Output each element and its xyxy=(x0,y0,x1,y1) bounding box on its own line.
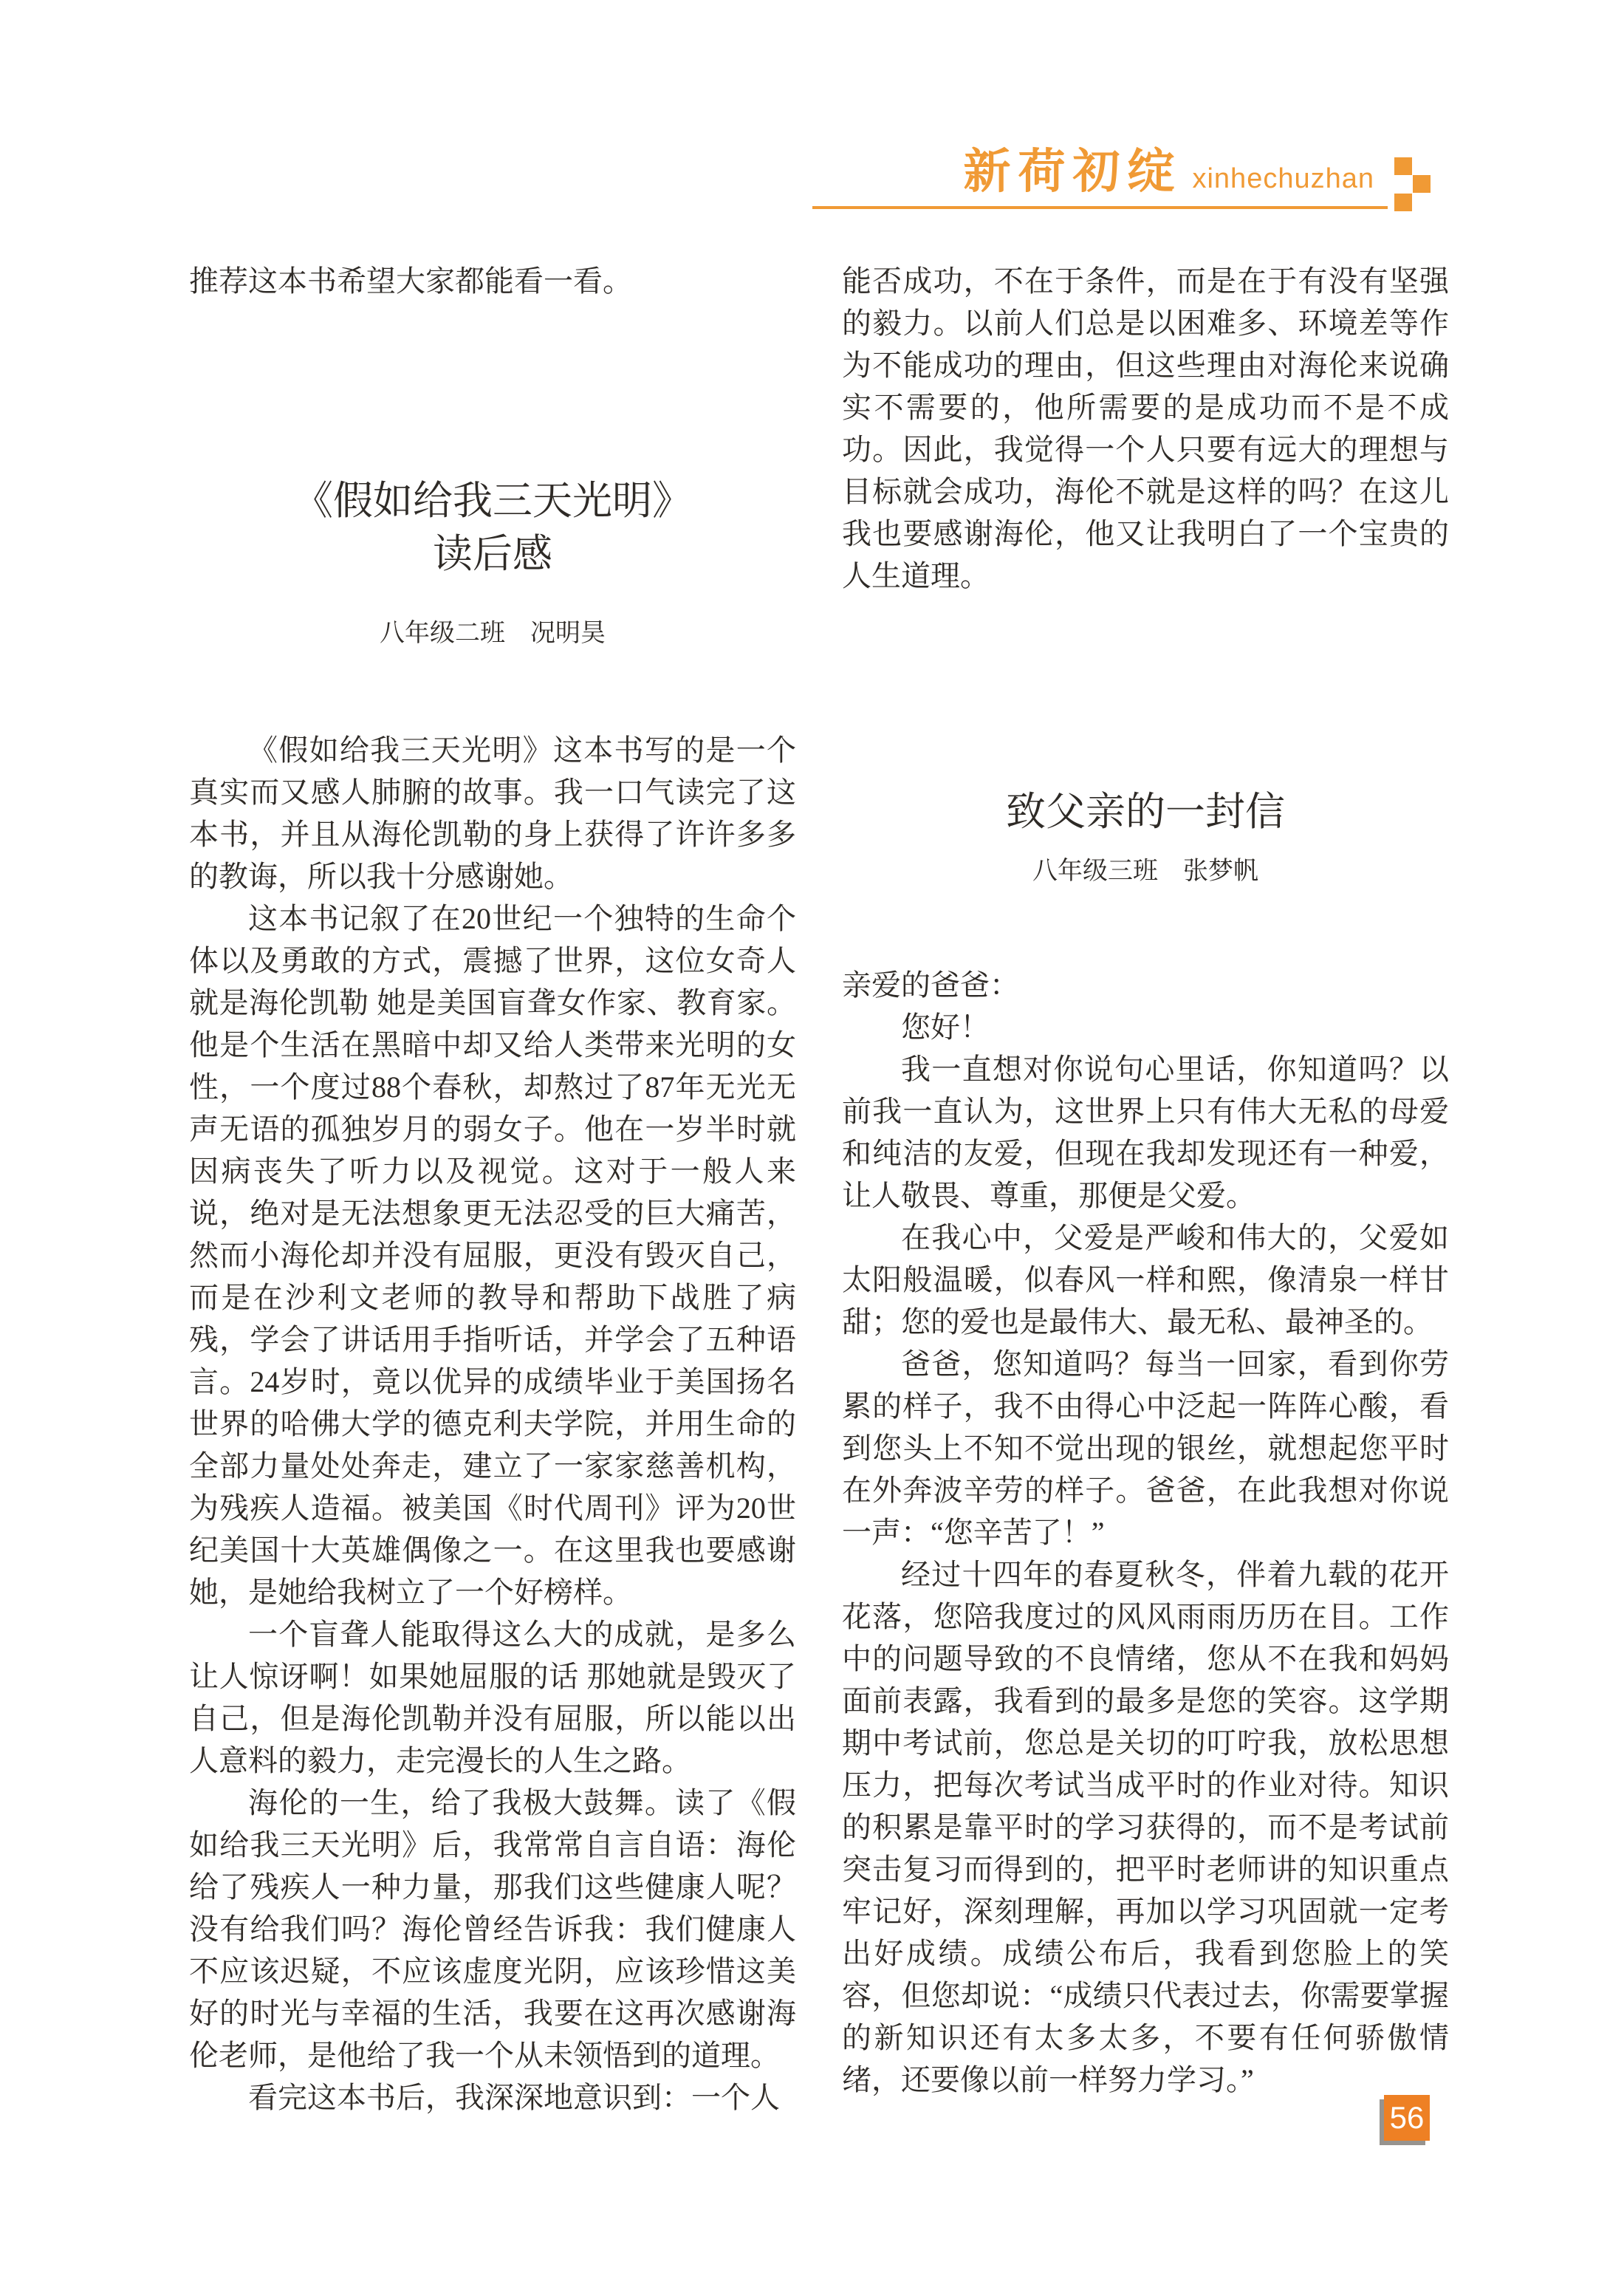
paragraph: 您好！ xyxy=(901,1011,990,1044)
paragraph: 亲爱的爸爸： xyxy=(842,968,1019,1002)
paragraph: 《假如给我三天光明》这本书写的是一个真实而又感人肺腑的故事。我一口气读完了这本书，并且从海伦凯勒的身上获得了许许多多的教诲，所以我十分感谢她。 xyxy=(189,734,796,893)
paragraph: 我一直想对你说句心里话，你知道吗？以前我一直认为，这世界上只有伟大无私的母爱和纯洁的友爱，但现在我却发现还有一种爱，让人敬畏、尊重，那便是父爱。 xyxy=(842,1053,1449,1212)
paragraph: 一个盲聋人能取得这么大的成就，是多么让人惊讶啊！如果她屈服的话 那她就是毁灭了自己，但是海伦凯勒并没有屈服，所以能以出人意料的毅力，走完漫长的人生之路。 xyxy=(189,1618,796,1777)
paragraph: 看完这本书后，我深深地意识到：一个人 xyxy=(248,2081,780,2114)
page-number-badge: 56 xyxy=(1384,2095,1430,2141)
pixel-squares-icon xyxy=(1394,157,1431,212)
paragraph: 经过十四年的春夏秋冬，伴着九载的花开花落，您陪我度过的风风雨雨历历在目。工作中的问题导致的不良情绪，您从不在我和妈妈面前表露，我看到的最多是您的笑容。这学期期中考试前，您总是关切的叮咛我，放松思想压力，把每次考试当成平时的作业对待。知识的积累是靠平时的学习获得的，而不是考试前突击复习而得到的，把平时老师讲的知识重点牢记好，深刻理解，再加以学习巩固就一定考出好成绩。成绩公布后，我看到您脸上的笑容，但您却说：“成绩只代表过去，你需要掌握的新知识还有太多太多，不要有任何骄傲情绪，还要像以前一样努力学习。” xyxy=(842,1558,1449,2096)
brand-title-en: xinhechuzhan xyxy=(1192,163,1374,194)
article1-title-line2: 读后感 xyxy=(433,532,552,576)
article2-title: 致父亲的一封信 xyxy=(1006,790,1285,834)
brand-title-cn: 新荷初绽 xyxy=(963,145,1182,198)
paragraph: 爸爸，您知道吗？每当一回家，看到你劳累的样子，我不由得心中泛起一阵阵心酸，看到您头上不知不觉出现的银丝，就想起您平时在外奔波辛劳的样子。爸爸，在此我想对你说一声：“您辛苦了！” xyxy=(842,1347,1449,1549)
continuation-paragraph: 能否成功，不在于条件，而是在于有没有坚强的毅力。以前人们总是以困难多、环境差等作为不能成功的理由，但这些理由对海伦来说确实不需要的，他所需要的是成功而不是不成功。因此，我觉得一个人只要有远大的理想与目标就会成功，海伦不就是这样的吗？在这儿我也要感谢海伦，他又让我明白了一个宝贵的人生道理。 xyxy=(842,264,1449,592)
article1-body xyxy=(189,729,796,2119)
article1-byline: 八年级二班 况明昊 xyxy=(380,620,606,647)
pixel-square-middle xyxy=(1413,175,1431,193)
magazine-brand xyxy=(963,145,1374,198)
paragraph: 海伦的一生，给了我极大鼓舞。读了《假如给我三天光明》后，我常常自言自语：海伦给了残疾人一种力量，那我们这些健康人呢？没有给我们吗？海伦曾经告诉我：我们健康人不应该迟疑，不应该虚度光阴，应该珍惜这美好的时光与幸福的生活，我要在这再次感谢海伦老师，是他给了我一个从未领悟到的道理。 xyxy=(189,1786,796,2072)
article2-body xyxy=(842,964,1449,2101)
paragraph: 在我心中，父爱是严峻和伟大的，父爱如太阳般温暖，似春风一样和熙，像清泉一样甘甜；您的爱也是最伟大、最无私、最神圣的。 xyxy=(842,1221,1449,1339)
article2-byline: 八年级三班 张梦帆 xyxy=(1032,858,1258,885)
pixel-square-top xyxy=(1394,157,1412,175)
pixel-square-bottom xyxy=(1394,194,1412,211)
header-underline xyxy=(812,206,1388,209)
article1-title-line1: 《假如给我三天光明》 xyxy=(293,479,692,523)
paragraph: 这本书记叙了在20世纪一个独特的生命个体以及勇敢的方式，震撼了世界，这位女奇人就是海伦凯勒 她是美国盲聋女作家、教育家。他是个生活在黑暗中却又给人类带来光明的女性，一个度过88个春秋，却熬过了87年无光无声无语的孤独岁月的弱女子。他在一岁半时就因病丧失了听力以及视觉。这对于一般人来说，绝对是无法想象更无法忍受的巨大痛苦，然而小海伦却并没有屈服，更没有毁灭自己，而是在沙利文老师的教导和帮助下战胜了病残，学会了讲话用手指听话，并学会了五种语言。24岁时，竟以优异的成绩毕业于美国扬名世界的哈佛大学的德克利夫学院，并用生命的全部力量处处奔走，建立了一家家慈善机构，为残疾人造福。被美国《时代周刊》评为20世纪美国十大英雄偶像之一。在这里我也要感谢她，是她给我树立了一个好榜样。 xyxy=(189,902,796,1609)
article1-title xyxy=(189,474,796,581)
leading-paragraph: 推荐这本书希望大家都能看一看。 xyxy=(189,264,632,298)
